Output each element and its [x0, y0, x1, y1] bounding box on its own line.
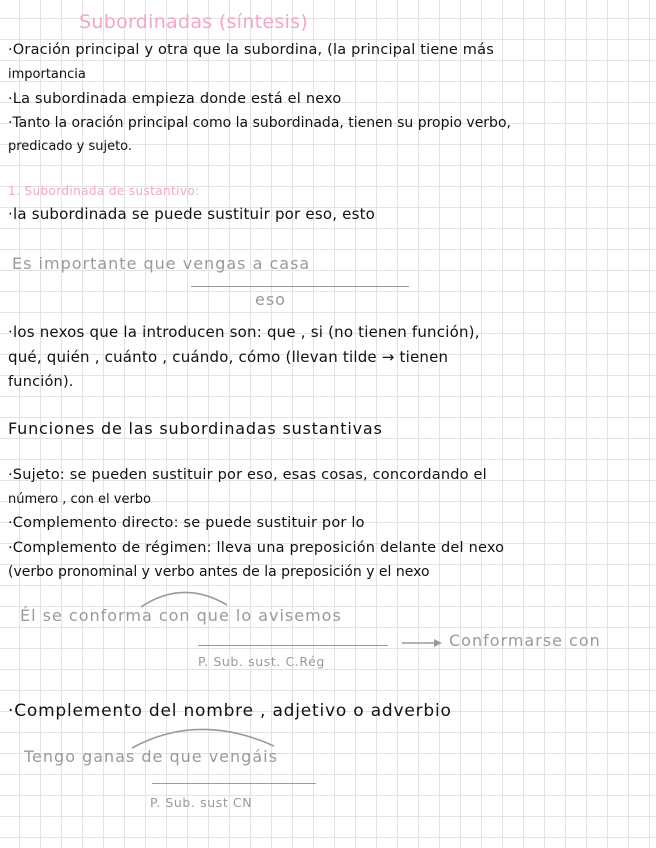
- creg-line-2: (verbo pronominal y verbo antes de la preposición y el nexo: [8, 564, 430, 580]
- nexos-line-3: función).: [8, 374, 74, 390]
- section1-rule: ·la subordinada se puede sustituir por eso, esto: [8, 205, 376, 223]
- section-heading-sustantivo: 1. Subordinada de sustantivo:: [8, 184, 200, 198]
- creg-example: Él se conforma con que lo avisemos: [20, 606, 342, 625]
- creg-arrow-text: Conformarse con: [449, 631, 601, 650]
- intro-line-3: ·Tanto la oración principal como la subordinada, tienen su propio verbo,: [8, 115, 511, 131]
- example-sentence: Es importante que vengas a casa: [12, 254, 311, 273]
- intro-line-3b: predicado y sujeto.: [8, 139, 133, 154]
- creg-line-1: ·Complemento de régimen: lleva una preposición delante del nexo: [8, 540, 505, 556]
- cn-example: Tengo ganas de que vengáis: [24, 747, 278, 766]
- example-underline: [191, 286, 409, 287]
- intro-line-1: ·Oración principal y otra que la subordina, (la principal tiene más: [8, 42, 494, 58]
- creg-underline: [198, 645, 388, 646]
- cn-heading: ·Complemento del nombre , adjetivo o adverbio: [8, 701, 452, 721]
- nexos-line-1: ·los nexos que la introducen son: que , si (no tienen función),: [8, 323, 480, 341]
- creg-label: P. Sub. sust. C.Rég: [198, 654, 325, 669]
- intro-line-1b: importancia: [8, 67, 86, 82]
- sujeto-line-2: número , con el verbo: [8, 492, 152, 507]
- arrow-right-icon: [400, 636, 446, 650]
- functions-heading: Funciones de las subordinadas sustantivas: [8, 419, 383, 438]
- example-substitution: eso: [255, 290, 286, 309]
- sujeto-line-1: ·Sujeto: se pueden sustituir por eso, esas cosas, concordando el: [8, 467, 487, 483]
- cn-label: P. Sub. sust CN: [150, 795, 253, 810]
- cn-underline: [152, 783, 316, 784]
- intro-line-2: ·La subordinada empieza donde está el nexo: [8, 91, 342, 107]
- nexos-line-2: qué, quién , cuánto , cuándo, cómo (llevan tilde → tienen: [8, 348, 449, 366]
- cd-line: ·Complemento directo: se puede sustituir por lo: [8, 515, 365, 531]
- page-title: Subordinadas (síntesis): [79, 11, 309, 33]
